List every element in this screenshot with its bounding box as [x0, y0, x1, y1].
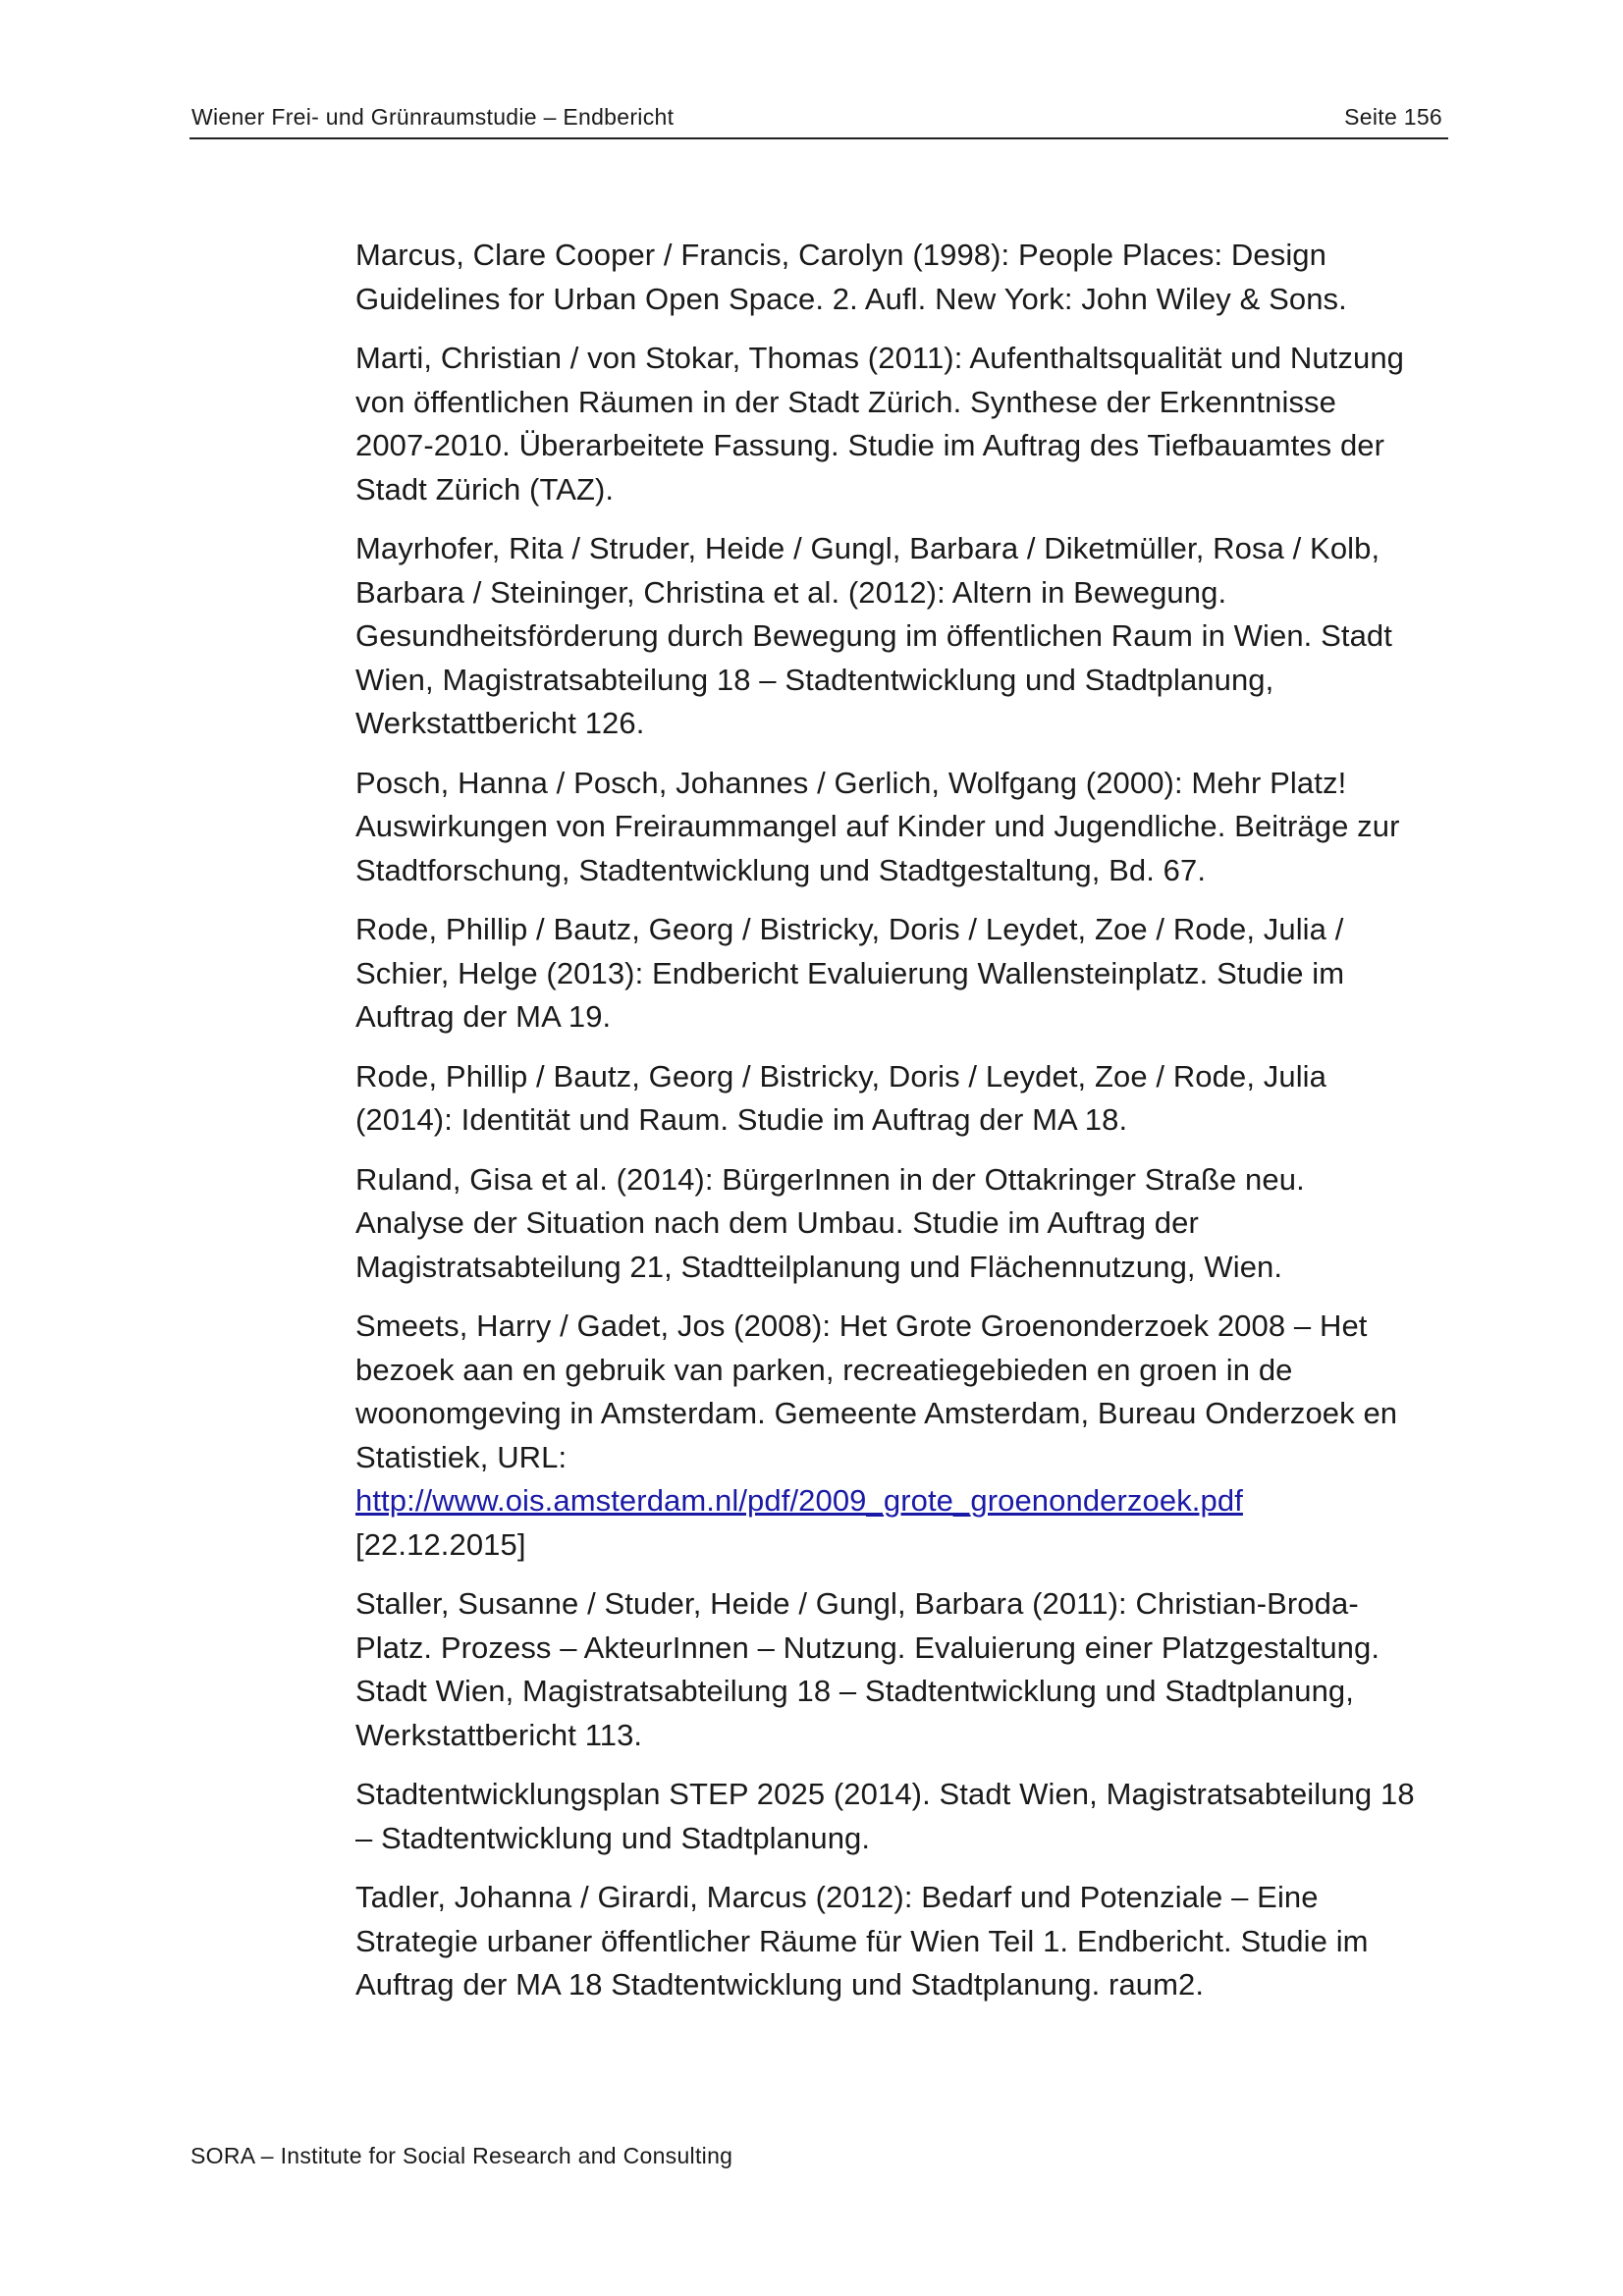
reference-link-line — [355, 1479, 1463, 1523]
reference-entry — [355, 1158, 1463, 1290]
reference-line: Tadler, Johanna / Girardi, Marcus (2012): Bedarf und Potenziale – Eine — [355, 1880, 1319, 1914]
reference-line: Magistratsabteilung 21, Stadtteilplanung und Flächennutzung, Wien. — [355, 1249, 1283, 1284]
reference-line: woonomgeving in Amsterdam. Gemeente Amsterdam, Bureau Onderzoek en — [355, 1396, 1398, 1430]
page-header — [189, 102, 1448, 139]
reference-access-date: [22.12.2015] — [355, 1526, 526, 1562]
reference-line: Wien, Magistratsabteilung 18 – Stadtentwicklung und Stadtplanung, — [355, 662, 1274, 697]
reference-line: Mayrhofer, Rita / Struder, Heide / Gungl, Barbara / Diketmüller, Rosa / Kolb, — [355, 531, 1380, 565]
document-title: Wiener Frei- und Grünraumstudie – Endbericht — [191, 104, 675, 130]
reference-entry — [355, 1582, 1463, 1757]
reference-entry — [355, 234, 1463, 321]
page-footer: SORA – Institute for Social Research and Consulting — [190, 2143, 733, 2168]
reference-line: Auftrag der MA 19. — [355, 999, 612, 1034]
reference-line: Stadtforschung, Stadtentwicklung und Stadtgestaltung, Bd. 67. — [355, 852, 1207, 887]
reference-entry — [355, 1773, 1463, 1860]
reference-line: Marcus, Clare Cooper / Francis, Carolyn (1998): People Places: Design — [355, 238, 1326, 272]
reference-line: Posch, Hanna / Posch, Johannes / Gerlich, Wolfgang (2000): Mehr Platz! — [355, 765, 1347, 800]
reference-entry — [355, 337, 1463, 511]
reference-entry — [355, 1305, 1463, 1567]
reference-line: Schier, Helge (2013): Endbericht Evaluierung Wallensteinplatz. Studie im — [355, 955, 1345, 990]
reference-line: Analyse der Situation nach dem Umbau. Studie im Auftrag der — [355, 1205, 1199, 1240]
reference-line: Platz. Prozess – AkteurInnen – Nutzung. Evaluierung einer Platzgestaltung. — [355, 1629, 1380, 1665]
reference-line: von öffentlichen Räumen in der Stadt Zürich. Synthese der Erkenntnisse — [355, 384, 1336, 419]
reference-entry — [355, 1055, 1463, 1143]
reference-line: Werkstattbericht 126. — [355, 706, 645, 740]
reference-line: Auftrag der MA 18 Stadtentwicklung und Stadtplanung. raum2. — [355, 1967, 1205, 2002]
reference-url-link[interactable]: http://www.ois.amsterdam.nl/pdf/2009_grote_groenonderzoek.pdf — [355, 1483, 1243, 1518]
reference-line: (2014): Identität und Raum. Studie im Auftrag der MA 18. — [355, 1102, 1128, 1137]
reference-line: Marti, Christian / von Stokar, Thomas (2011): Aufenthaltsqualität und Nutzung — [355, 341, 1405, 375]
reference-line: – Stadtentwicklung und Stadtplanung. — [355, 1820, 871, 1855]
reference-line: Barbara / Steininger, Christina et al. (2012): Altern in Bewegung. — [355, 574, 1227, 610]
reference-line: Smeets, Harry / Gadet, Jos (2008): Het Grote Groenonderzoek 2008 – Het — [355, 1308, 1368, 1343]
reference-line: Guidelines for Urban Open Space. 2. Aufl. New York: John Wiley & Sons. — [355, 281, 1347, 316]
reference-line: Staller, Susanne / Studer, Heide / Gungl, Barbara (2011): Christian-Broda- — [355, 1586, 1359, 1621]
reference-line: Stadtentwicklungsplan STEP 2025 (2014). Stadt Wien, Magistratsabteilung 18 — [355, 1777, 1415, 1811]
reference-line: Rode, Phillip / Bautz, Georg / Bistricky, Doris / Leydet, Zoe / Rode, Julia / — [355, 912, 1344, 946]
reference-line: Stadt Zürich (TAZ). — [355, 471, 615, 507]
reference-line: 2007-2010. Überarbeitete Fassung. Studie im Auftrag des Tiefbauamtes der — [355, 428, 1385, 462]
reference-line: Rode, Phillip / Bautz, Georg / Bistricky, Doris / Leydet, Zoe / Rode, Julia — [355, 1058, 1327, 1094]
reference-entry — [355, 762, 1463, 893]
reference-entry — [355, 527, 1463, 746]
reference-list — [355, 234, 1463, 2023]
reference-line: Werkstattbericht 113. — [355, 1717, 643, 1752]
reference-line: Ruland, Gisa et al. (2014): BürgerInnen in der Ottakringer Straße neu. — [355, 1161, 1305, 1197]
reference-entry — [355, 908, 1463, 1040]
reference-line: Statistiek, URL: — [355, 1439, 568, 1474]
reference-line: Stadt Wien, Magistratsabteilung 18 – Stadtentwicklung und Stadtplanung, — [355, 1674, 1354, 1708]
reference-line: Strategie urbaner öffentlicher Räume für Wien Teil 1. Endbericht. Studie im — [355, 1923, 1369, 1958]
reference-line: bezoek aan en gebruik van parken, recreatiegebieden en groen in de — [355, 1352, 1293, 1387]
reference-line: Gesundheitsförderung durch Bewegung im öffentlichen Raum in Wien. Stadt — [355, 618, 1392, 653]
page-number: Seite 156 — [1344, 104, 1442, 130]
reference-entry — [355, 1876, 1463, 2007]
reference-line: Auswirkungen von Freiraummangel auf Kinder und Jugendliche. Beiträge zur — [355, 809, 1400, 843]
